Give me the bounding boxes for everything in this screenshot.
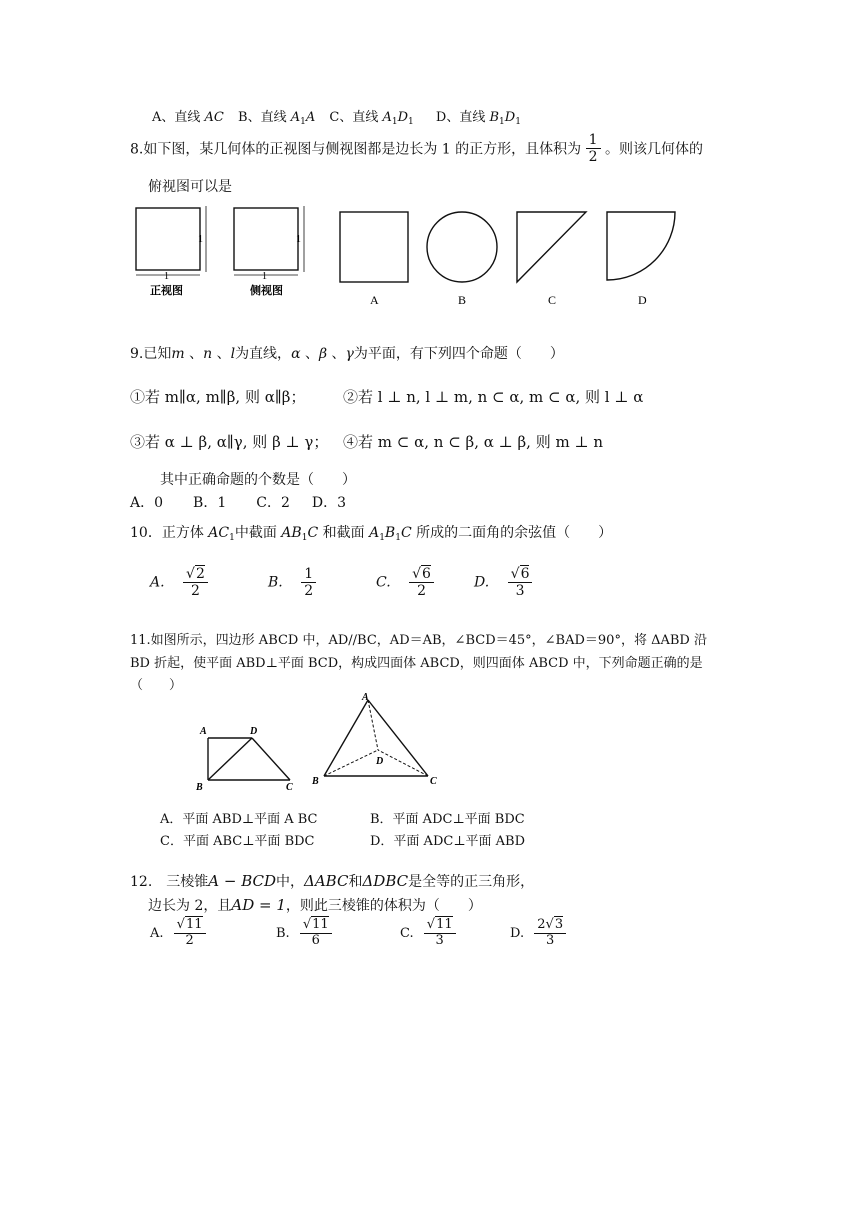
q8-stem: 8.如下图，某几何体的正视图与侧视图都是边长为 1 的正方形，且体积为 $\frac{1}{2}$ 。则该几何体的 <box>130 132 703 166</box>
q11-option-d: D．平面 ADC⊥平面 ABD <box>370 834 526 849</box>
option-c-triangle <box>517 212 586 282</box>
q9-stem: 9.已知m 、n 、l为直线，α 、β 、γ为平面，有下列四个命题（ ） <box>130 346 564 362</box>
q10-option-c: C. $\frac{√6}{2}$ <box>376 566 434 599</box>
q11-line1: 11.如图所示，四边形 ABCD 中，AD//BC，AD＝AB，∠BCD＝45°，∠BAD＝90°，将 ΔABD 沿 <box>130 633 707 648</box>
q11-line3: （ ） <box>130 678 183 693</box>
q12-option-a: A. $\frac{√11}{2}$ <box>150 918 206 949</box>
option-a-square <box>340 212 408 282</box>
q7-option-c: C、直线 $A_1D_1$ <box>329 110 414 127</box>
option-a-label: A <box>370 293 379 307</box>
option-b-label: B <box>458 293 467 307</box>
q12-stem: 12. 三棱锥A − BCD中，ΔABC和ΔDBC是全等的正三角形， <box>130 872 535 890</box>
q10-option-a: A. $\frac{√2}{2}$ <box>150 566 208 599</box>
tetra-label-d: D <box>376 756 384 767</box>
q9-proposition-4: ④若 m ⊂ α, n ⊂ β, α ⊥ β, 则 m ⊥ n <box>343 433 604 451</box>
q11-option-a: A．平面 ABD⊥平面 A BC <box>160 812 318 827</box>
q12-option-c: C. $\frac{√11}{3}$ <box>400 918 456 949</box>
tetra-label-a: A <box>362 692 369 703</box>
q11-option-c: C．平面 ABC⊥平面 BDC <box>160 834 315 849</box>
side-view-square <box>234 208 298 270</box>
side-view-dim-bottom: 1 <box>262 271 267 282</box>
tetra-label-c: C <box>430 776 437 787</box>
front-view-square <box>136 208 200 270</box>
q11-option-b: B．平面 ADC⊥平面 BDC <box>370 812 525 827</box>
trap-label-b: B <box>196 782 203 793</box>
q8-figures <box>120 198 740 310</box>
q8-fraction: $\frac{1}{2}$ <box>586 132 601 165</box>
side-view-dim-right: 1 <box>296 234 301 245</box>
q11-figures <box>196 690 446 796</box>
tetra-label-b: B <box>312 776 319 787</box>
trap-label-d: D <box>250 726 258 737</box>
front-view-label: 正视图 <box>150 285 183 297</box>
q9-ask: 其中正确命题的个数是（ ） <box>160 472 356 488</box>
q9-proposition-1: ①若 m∥α, m∥β, 则 α∥β； <box>130 388 306 406</box>
q9-proposition-2: ②若 l ⊥ n, l ⊥ m, n ⊂ α, m ⊂ α, 则 l ⊥ α <box>343 388 644 406</box>
option-c-label: C <box>548 293 557 307</box>
option-b-circle <box>427 212 497 282</box>
q10-option-d: D. $\frac{√6}{3}$ <box>474 566 532 599</box>
option-d-label: D <box>638 293 647 307</box>
q9-proposition-3: ③若 α ⊥ β, α∥γ, 则 β ⊥ γ； <box>130 433 329 451</box>
front-view-dim-right: 1 <box>198 234 203 245</box>
q12-option-b: B. $\frac{√11}{6}$ <box>276 918 332 949</box>
trap-label-a: A <box>200 726 207 737</box>
q10-option-b: B. $\frac{1}{2}$ <box>268 566 316 599</box>
side-view-label: 侧视图 <box>250 285 283 297</box>
trap-label-c: C <box>286 782 293 793</box>
q7-option-a: A、直线 AC <box>152 110 224 125</box>
q8-line2: 俯视图可以是 <box>148 179 232 195</box>
q7-option-b: B、直线 $A_1A$ <box>238 110 316 127</box>
q7-option-d: D、直线 $B_1D_1$ <box>435 110 521 127</box>
option-d-quarter-circle <box>607 212 675 280</box>
q9-options: A．0 B．1 C．2 D．3 <box>130 495 346 511</box>
q10-stem: 10．正方体 $AC_1$中截面 $AB_1C$ 和截面 $A_1B_1C$ 所成的二面角的余弦值（ ） <box>130 525 613 543</box>
q11-line2: BD 折起，使平面 ABD⊥平面 BCD，构成四面体 ABCD，则四面体 ABCD 中，下列命题正确的是 <box>130 656 703 671</box>
front-view-dim-bottom: 1 <box>164 271 169 282</box>
q12-option-d: D. $\frac{2√3}{3}$ <box>510 918 566 949</box>
q7-options <box>152 106 521 127</box>
q12-line2: 边长为 2，且AD = 1，则此三棱锥的体积为（ ） <box>148 896 482 914</box>
